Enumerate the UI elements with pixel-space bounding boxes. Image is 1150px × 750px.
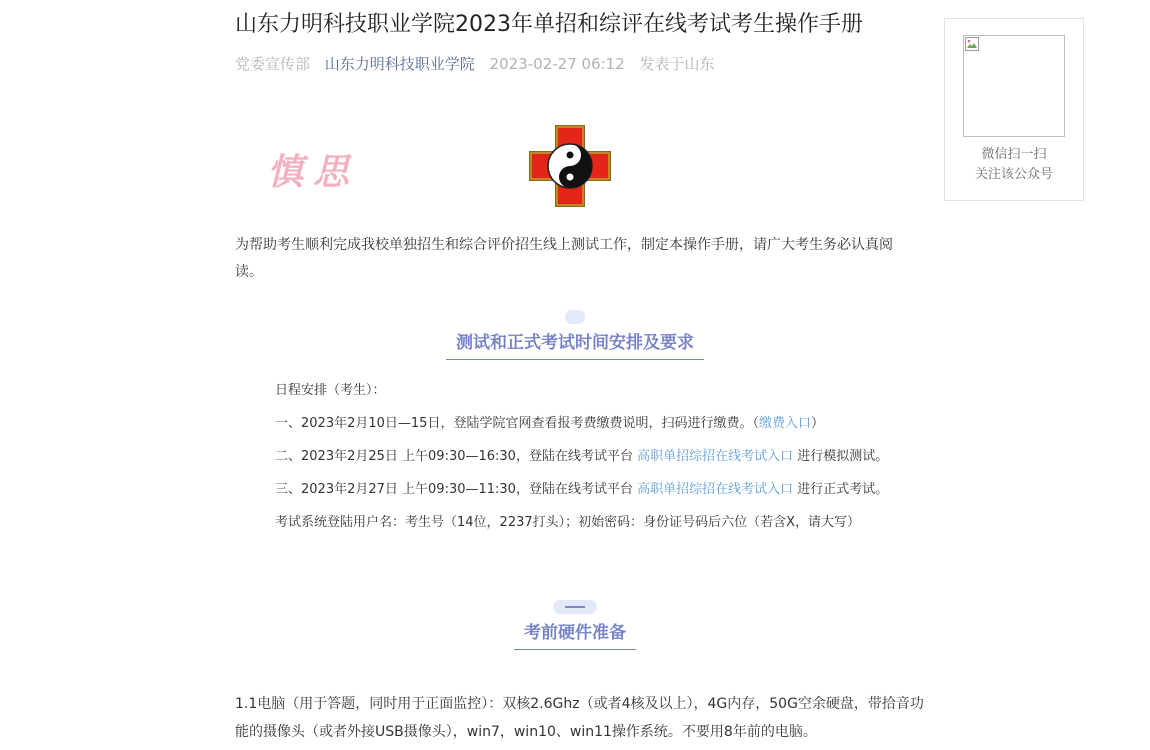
meta-location: 发表于山东 [639, 55, 715, 73]
section-title-hardware: 考前硬件准备 [514, 620, 636, 650]
meta-author: 党委宣传部 [235, 55, 311, 73]
logo-calligraphy: 慎思 [267, 151, 360, 193]
section-heading-schedule [235, 310, 915, 360]
schedule-item-2-text: 二、2023年2月25日 上午09:30—16:30，登陆在线考试平台 [275, 449, 638, 464]
qr-caption-line2: 关注该公众号 [974, 167, 1053, 182]
section-ornament-icon [553, 600, 597, 614]
mock-exam-entry-link[interactable]: 高职单招综招在线考试入口 [637, 449, 794, 464]
qr-caption-line1: 微信扫一扫 [981, 147, 1047, 162]
hardware-paragraph: 1.1电脑（用于答题，同时用于正面监控）：双核2.6Ghz（或者4核及以上），4G内存，50G空余硬盘，带拾音功能的摄像头（或者外接USB摄像头），win7，win10、win11操作系统。不要用8年前的电脑。 [235, 696, 924, 740]
schedule-item-2-suffix: 进行模拟测试。 [793, 449, 889, 464]
schedule-block [275, 378, 915, 543]
login-note: 考试系统登陆用户名：考生号（14位，2237打头）；初始密码：身份证号码后六位（若含X，请大写） [275, 515, 861, 530]
schedule-item-3 [275, 477, 915, 510]
payment-entry-link[interactable]: 缴费入口 [758, 416, 811, 431]
schedule-header: 日程安排（考生）： [275, 383, 386, 398]
qr-follow-panel [944, 18, 1084, 201]
article-title: 山东力明科技职业学院2023年单招和综评在线考试考生操作手册 [235, 12, 863, 37]
section-ornament-icon [565, 310, 585, 324]
meta-account-link[interactable]: 山东力明科技职业学院 [324, 55, 475, 73]
formal-exam-entry-link[interactable]: 高职单招综招在线考试入口 [637, 482, 794, 497]
logo-banner [235, 118, 915, 213]
intro-paragraph: 为帮助考生顺利完成我校单独招生和综合评价招生线上测试工作，制定本操作手册，请广大考生务必认真阅读。 [235, 237, 893, 280]
schedule-item-3-text: 三、2023年2月27日 上午09:30—11:30，登陆在线考试平台 [275, 482, 638, 497]
broken-image-icon [965, 37, 979, 51]
red-cross-yinyang-logo [527, 123, 613, 209]
schedule-item-1-text: 一、2023年2月10日—15日，登陆学院官网查看报考费缴费说明，扫码进行缴费。（ [275, 416, 759, 431]
qr-code-image [963, 35, 1065, 137]
meta-datetime: 2023-02-27 06:12 [489, 55, 625, 73]
section-heading-hardware [235, 600, 915, 650]
section-title-schedule: 测试和正式考试时间安排及要求 [446, 330, 704, 360]
schedule-item-1-close: ） [810, 416, 824, 431]
schedule-item-1 [275, 411, 915, 444]
article-meta [235, 54, 725, 74]
schedule-item-2 [275, 444, 915, 477]
qr-caption [945, 145, 1083, 185]
schedule-item-3-suffix: 进行正式考试。 [793, 482, 889, 497]
